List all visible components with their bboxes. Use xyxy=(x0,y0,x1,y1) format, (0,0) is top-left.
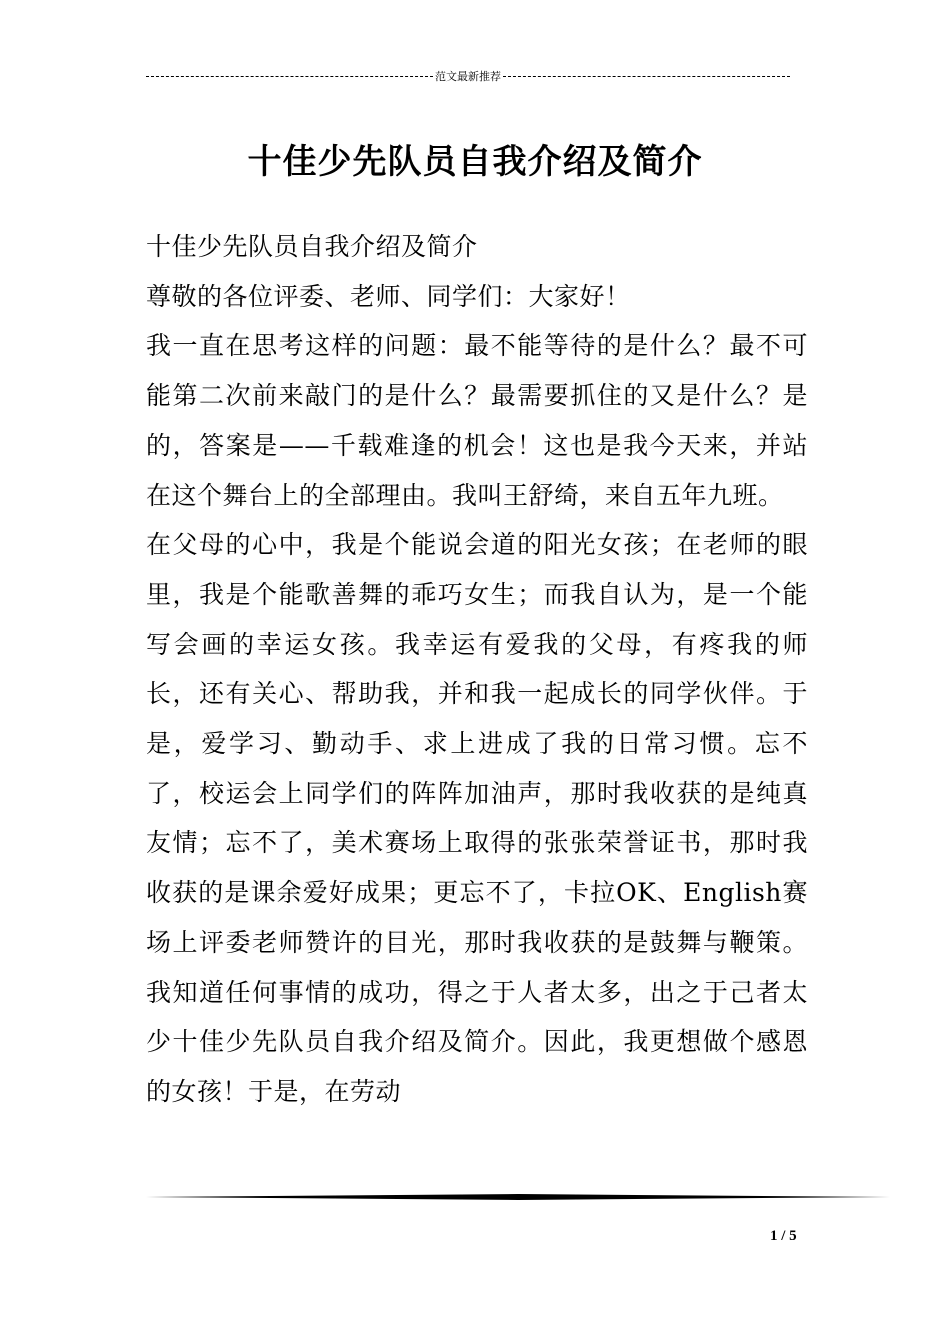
footer-rule xyxy=(146,1194,890,1200)
page-number: 1 / 5 xyxy=(770,1228,797,1244)
header-label: 范文最新推荐 xyxy=(435,70,501,83)
document-title: 十佳少先队员自我介绍及简介 xyxy=(247,142,703,182)
header-dash-right xyxy=(503,76,790,77)
page-header xyxy=(146,66,790,86)
header-dash-left xyxy=(146,76,433,77)
paragraph-subtitle: 十佳少先队员自我介绍及简介 xyxy=(146,232,478,261)
paragraph-intro: 我一直在思考这样的问题：最不能等待的是什么？最不可能第二次前来敲门的是什么？最需要抓住的又是什么？是的，答案是——千载难逢的机会！这也是我今天来，并站在这个舞台上的全部理由。我叫王舒绮，来自五年九班。 xyxy=(146,331,808,510)
document-body xyxy=(146,222,808,1117)
paragraph-main: 在父母的心中，我是个能说会道的阳光女孩；在老师的眼里，我是个能歌善舞的乖巧女生；而我自认为，是一个能写会画的幸运女孩。我幸运有爱我的父母，有疼我的师长，还有关心、帮助我，并和我一起成长的同学伙伴。于是，爱学习、勤动手、求上进成了我的日常习惯。忘不了，校运会上同学们的阵阵加油声，那时我收获的是纯真友情；忘不了，美术赛场上取得的张张荣誉证书，那时我收获的是课余爱好成果；更忘不了，卡拉OK、English赛场上评委老师赞许的目光，那时我收获的是鼓舞与鞭策。我知道任何事情的成功，得之于人者太多，出之于己者太少十佳少先队员自我介绍及简介。因此，我更想做个感恩的女孩！于是，在劳动 xyxy=(146,530,808,1106)
paragraph-greeting: 尊敬的各位评委、老师、同学们：大家好！ xyxy=(146,281,631,311)
